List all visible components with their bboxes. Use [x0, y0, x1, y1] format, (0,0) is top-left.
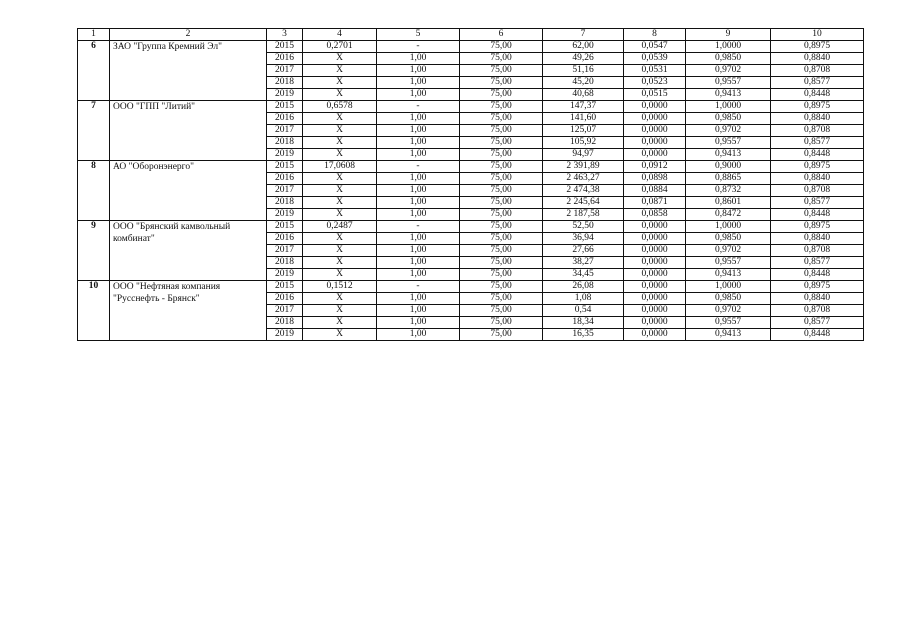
value-cell: X [303, 53, 377, 65]
value-cell: 105,92 [543, 137, 624, 149]
value-cell: 0,9702 [686, 305, 771, 317]
value-cell: 0,8448 [771, 149, 864, 161]
value-cell: 1,00 [377, 137, 460, 149]
value-cell: 45,20 [543, 77, 624, 89]
value-cell: 75,00 [460, 101, 543, 113]
value-cell: 0,9413 [686, 149, 771, 161]
value-cell: X [303, 257, 377, 269]
table-row [78, 221, 864, 233]
table-row [78, 41, 864, 53]
value-cell: 0,8448 [771, 329, 864, 341]
value-cell: 75,00 [460, 161, 543, 173]
row-number: 9 [78, 221, 110, 281]
value-cell: 18,34 [543, 317, 624, 329]
value-cell: X [303, 77, 377, 89]
value-cell: 0,0523 [624, 77, 686, 89]
value-cell: 0,9702 [686, 125, 771, 137]
value-cell: 75,00 [460, 173, 543, 185]
value-cell: 34,45 [543, 269, 624, 281]
value-cell: 1,00 [377, 293, 460, 305]
value-cell: 0,0531 [624, 65, 686, 77]
value-cell: 1,00 [377, 113, 460, 125]
row-number: 7 [78, 101, 110, 161]
value-cell: 1,0000 [686, 281, 771, 293]
year-cell: 2018 [267, 257, 303, 269]
value-cell: 0,0000 [624, 329, 686, 341]
value-cell: X [303, 173, 377, 185]
value-cell: 1,00 [377, 53, 460, 65]
value-cell: 0,8975 [771, 161, 864, 173]
column-header: 2 [110, 29, 267, 41]
value-cell: 0,0898 [624, 173, 686, 185]
year-cell: 2017 [267, 65, 303, 77]
year-cell: 2019 [267, 149, 303, 161]
value-cell: 2 187,58 [543, 209, 624, 221]
year-cell: 2017 [267, 125, 303, 137]
value-cell: 1,00 [377, 233, 460, 245]
year-cell: 2018 [267, 197, 303, 209]
value-cell: 0,8865 [686, 173, 771, 185]
value-cell: 0,8601 [686, 197, 771, 209]
value-cell: - [377, 161, 460, 173]
value-cell: 1,00 [377, 305, 460, 317]
value-cell: 40,68 [543, 89, 624, 101]
value-cell: - [377, 221, 460, 233]
column-header: 7 [543, 29, 624, 41]
value-cell: 0,54 [543, 305, 624, 317]
value-cell: 75,00 [460, 245, 543, 257]
year-cell: 2015 [267, 221, 303, 233]
value-cell: X [303, 113, 377, 125]
value-cell: 75,00 [460, 317, 543, 329]
value-cell: 38,27 [543, 257, 624, 269]
table-body [78, 29, 864, 341]
value-cell: 1,08 [543, 293, 624, 305]
year-cell: 2016 [267, 173, 303, 185]
value-cell: 1,00 [377, 329, 460, 341]
value-cell: 0,8708 [771, 185, 864, 197]
value-cell: 94,97 [543, 149, 624, 161]
value-cell: 0,0884 [624, 185, 686, 197]
value-cell: 75,00 [460, 281, 543, 293]
value-cell: 0,0000 [624, 101, 686, 113]
value-cell: X [303, 185, 377, 197]
value-cell: 0,8708 [771, 65, 864, 77]
value-cell: X [303, 89, 377, 101]
value-cell: 75,00 [460, 305, 543, 317]
organization-name: ООО "Брянский камвольный комбинат" [110, 221, 267, 281]
value-cell: 1,00 [377, 317, 460, 329]
value-cell: 49,26 [543, 53, 624, 65]
value-cell: 0,0000 [624, 305, 686, 317]
value-cell: 26,08 [543, 281, 624, 293]
value-cell: 125,07 [543, 125, 624, 137]
value-cell: 0,8975 [771, 101, 864, 113]
value-cell: 75,00 [460, 77, 543, 89]
value-cell: X [303, 209, 377, 221]
value-cell: 0,8975 [771, 221, 864, 233]
year-cell: 2018 [267, 77, 303, 89]
value-cell: 75,00 [460, 257, 543, 269]
value-cell: 2 463,27 [543, 173, 624, 185]
table-row [78, 161, 864, 173]
value-cell: 0,0000 [624, 293, 686, 305]
column-header: 4 [303, 29, 377, 41]
value-cell: 52,50 [543, 221, 624, 233]
tariff-table [77, 28, 864, 341]
organization-name: ООО "Нефтяная компания "Русснефть - Брянск" [110, 281, 267, 341]
value-cell: 1,00 [377, 149, 460, 161]
value-cell: X [303, 305, 377, 317]
value-cell: 75,00 [460, 41, 543, 53]
value-cell: 0,9413 [686, 89, 771, 101]
value-cell: 0,0000 [624, 113, 686, 125]
value-cell: 0,2701 [303, 41, 377, 53]
value-cell: 0,9000 [686, 161, 771, 173]
value-cell: 1,00 [377, 89, 460, 101]
value-cell: 75,00 [460, 137, 543, 149]
value-cell: 75,00 [460, 65, 543, 77]
value-cell: 0,9413 [686, 329, 771, 341]
year-cell: 2015 [267, 281, 303, 293]
value-cell: 51,16 [543, 65, 624, 77]
header-row [78, 29, 864, 41]
value-cell: 1,00 [377, 245, 460, 257]
value-cell: 0,0000 [624, 149, 686, 161]
value-cell: 75,00 [460, 293, 543, 305]
value-cell: 0,9557 [686, 317, 771, 329]
value-cell: 0,9557 [686, 257, 771, 269]
value-cell: X [303, 137, 377, 149]
value-cell: 0,0000 [624, 257, 686, 269]
organization-name: ЗАО "Группа Кремний Эл" [110, 41, 267, 101]
value-cell: 0,0547 [624, 41, 686, 53]
year-cell: 2017 [267, 305, 303, 317]
value-cell: 0,8840 [771, 233, 864, 245]
value-cell: 75,00 [460, 125, 543, 137]
column-header: 10 [771, 29, 864, 41]
value-cell: 75,00 [460, 209, 543, 221]
value-cell: 0,0000 [624, 269, 686, 281]
year-cell: 2019 [267, 269, 303, 281]
value-cell: 1,00 [377, 197, 460, 209]
table-row [78, 101, 864, 113]
column-header: 1 [78, 29, 110, 41]
value-cell: 0,9702 [686, 245, 771, 257]
value-cell: 0,9850 [686, 53, 771, 65]
value-cell: 0,8840 [771, 173, 864, 185]
value-cell: 0,0000 [624, 317, 686, 329]
year-cell: 2017 [267, 185, 303, 197]
year-cell: 2015 [267, 161, 303, 173]
value-cell: X [303, 245, 377, 257]
value-cell: 0,0912 [624, 161, 686, 173]
value-cell: 1,00 [377, 185, 460, 197]
value-cell: 1,00 [377, 209, 460, 221]
value-cell: 62,00 [543, 41, 624, 53]
value-cell: 147,37 [543, 101, 624, 113]
value-cell: 75,00 [460, 197, 543, 209]
value-cell: 0,0000 [624, 245, 686, 257]
value-cell: 1,0000 [686, 101, 771, 113]
value-cell: 0,9413 [686, 269, 771, 281]
year-cell: 2018 [267, 137, 303, 149]
value-cell: 0,8448 [771, 89, 864, 101]
year-cell: 2019 [267, 329, 303, 341]
value-cell: 1,00 [377, 125, 460, 137]
value-cell: 75,00 [460, 269, 543, 281]
value-cell: X [303, 233, 377, 245]
value-cell: 1,0000 [686, 221, 771, 233]
column-header: 5 [377, 29, 460, 41]
value-cell: 16,35 [543, 329, 624, 341]
value-cell: - [377, 101, 460, 113]
row-number: 6 [78, 41, 110, 101]
value-cell: - [377, 41, 460, 53]
value-cell: 2 245,64 [543, 197, 624, 209]
year-cell: 2015 [267, 101, 303, 113]
value-cell: 0,8840 [771, 113, 864, 125]
value-cell: 75,00 [460, 329, 543, 341]
value-cell: 0,0000 [624, 221, 686, 233]
value-cell: 0,8577 [771, 317, 864, 329]
row-number: 10 [78, 281, 110, 341]
value-cell: 75,00 [460, 221, 543, 233]
value-cell: 75,00 [460, 113, 543, 125]
value-cell: 0,0000 [624, 281, 686, 293]
year-cell: 2018 [267, 317, 303, 329]
value-cell: 1,00 [377, 269, 460, 281]
value-cell: 0,9850 [686, 113, 771, 125]
value-cell: 2 474,38 [543, 185, 624, 197]
column-header: 6 [460, 29, 543, 41]
value-cell: 0,8840 [771, 53, 864, 65]
value-cell: 0,8448 [771, 209, 864, 221]
value-cell: 75,00 [460, 233, 543, 245]
value-cell: 0,9557 [686, 137, 771, 149]
value-cell: 1,00 [377, 173, 460, 185]
value-cell: X [303, 329, 377, 341]
value-cell: 0,8448 [771, 269, 864, 281]
value-cell: 0,8708 [771, 245, 864, 257]
value-cell: 75,00 [460, 185, 543, 197]
value-cell: 0,8577 [771, 257, 864, 269]
value-cell: 0,0000 [624, 125, 686, 137]
organization-name: АО "Оборонэнерго" [110, 161, 267, 221]
value-cell: 0,8708 [771, 305, 864, 317]
value-cell: 0,8708 [771, 125, 864, 137]
value-cell: 0,2487 [303, 221, 377, 233]
year-cell: 2017 [267, 245, 303, 257]
year-cell: 2016 [267, 113, 303, 125]
value-cell: 0,0000 [624, 137, 686, 149]
column-header: 3 [267, 29, 303, 41]
value-cell: 0,9850 [686, 233, 771, 245]
value-cell: - [377, 281, 460, 293]
year-cell: 2015 [267, 41, 303, 53]
column-header: 8 [624, 29, 686, 41]
value-cell: 0,9702 [686, 65, 771, 77]
value-cell: 75,00 [460, 53, 543, 65]
column-header: 9 [686, 29, 771, 41]
organization-name: ООО "ГПП "Литий" [110, 101, 267, 161]
value-cell: 1,00 [377, 77, 460, 89]
row-number: 8 [78, 161, 110, 221]
table-row [78, 281, 864, 293]
value-cell: 1,00 [377, 65, 460, 77]
value-cell: X [303, 293, 377, 305]
value-cell: 0,6578 [303, 101, 377, 113]
year-cell: 2016 [267, 293, 303, 305]
value-cell: 0,8577 [771, 77, 864, 89]
value-cell: 27,66 [543, 245, 624, 257]
value-cell: 0,8472 [686, 209, 771, 221]
year-cell: 2019 [267, 89, 303, 101]
year-cell: 2016 [267, 233, 303, 245]
value-cell: 1,0000 [686, 41, 771, 53]
value-cell: 36,94 [543, 233, 624, 245]
value-cell: X [303, 197, 377, 209]
value-cell: 0,0871 [624, 197, 686, 209]
value-cell: 0,9557 [686, 77, 771, 89]
year-cell: 2016 [267, 53, 303, 65]
value-cell: 0,0000 [624, 233, 686, 245]
value-cell: 0,8975 [771, 41, 864, 53]
value-cell: 1,00 [377, 257, 460, 269]
value-cell: X [303, 65, 377, 77]
value-cell: 0,0539 [624, 53, 686, 65]
value-cell: 0,8840 [771, 293, 864, 305]
value-cell: 141,60 [543, 113, 624, 125]
value-cell: 0,8732 [686, 185, 771, 197]
value-cell: X [303, 317, 377, 329]
value-cell: 0,0515 [624, 89, 686, 101]
value-cell: 0,1512 [303, 281, 377, 293]
value-cell: X [303, 125, 377, 137]
value-cell: X [303, 149, 377, 161]
value-cell: 0,0858 [624, 209, 686, 221]
value-cell: 0,8577 [771, 197, 864, 209]
value-cell: 17,0608 [303, 161, 377, 173]
value-cell: 0,8975 [771, 281, 864, 293]
value-cell: 0,9850 [686, 293, 771, 305]
value-cell: 0,8577 [771, 137, 864, 149]
value-cell: 75,00 [460, 149, 543, 161]
value-cell: 2 391,89 [543, 161, 624, 173]
value-cell: X [303, 269, 377, 281]
year-cell: 2019 [267, 209, 303, 221]
value-cell: 75,00 [460, 89, 543, 101]
